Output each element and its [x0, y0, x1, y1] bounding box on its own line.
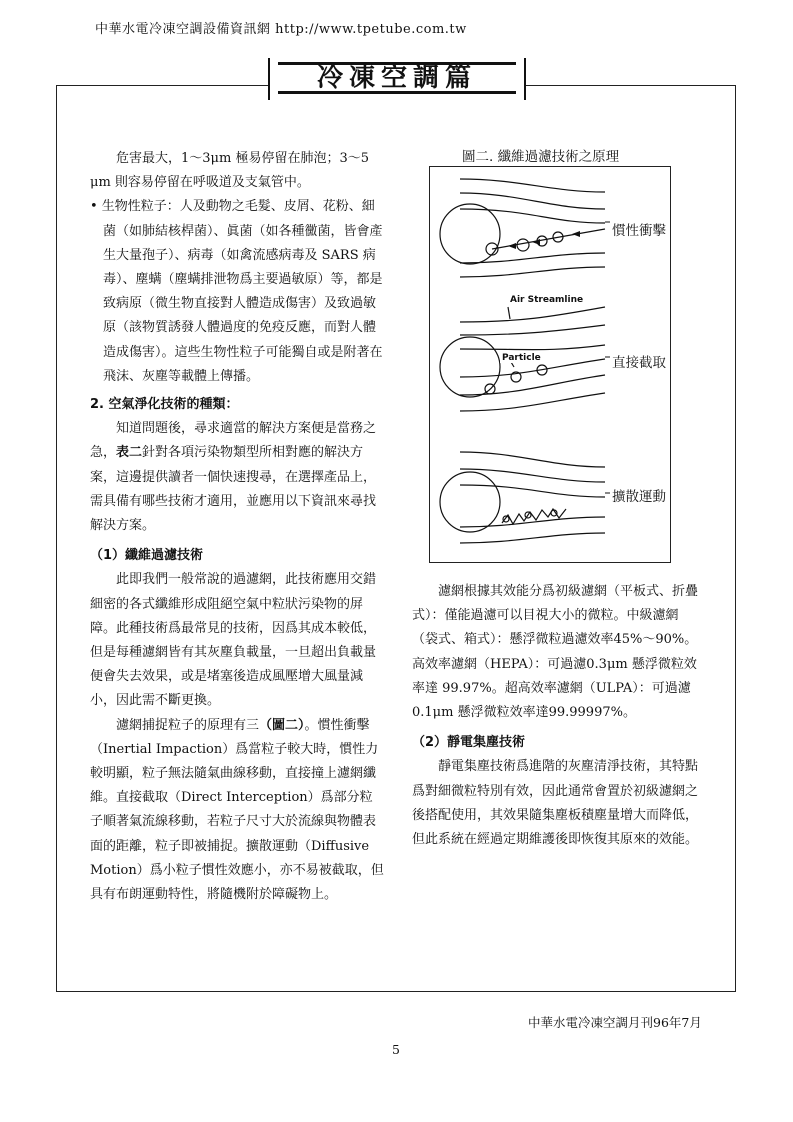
- paragraph-solutions: 知道問題後，尋求適當的解決方案便是當務之急，表二針對各項污染物類型所相對應的解決方案，這邊提供讀者一個快速搜尋，在選擇產品上，需具備有哪些技術才適用，並應用以下資訊來尋找解決方案。: [90, 421, 377, 534]
- label-inertial-impaction: 慣性衝擊: [610, 219, 668, 239]
- section-title: 冷凍空調篇: [278, 62, 516, 94]
- label-air-streamline: Air Streamline: [510, 295, 584, 305]
- bullet-biological-particles: • 生物性粒子：人及動物之毛髮、皮屑、花粉、細菌（如肺結核桿菌）、眞菌（如各種黴菌，皆會產生大量孢子）、病毒（如禽流感病毒及 SARS 病毒）、塵螨（塵螨排泄物爲主要過敏原）等，都是致病原（微生物直接對人體造成傷害）及致過敏原（該物質誘發人體過度的免疫反應，而對人體造成傷害）。這些生物性粒子可能獨自或是附著在飛沫、灰塵等載體上傳播。: [90, 199, 383, 384]
- left-column: [90, 147, 385, 907]
- paragraph-electrostatic: 靜電集塵技術爲進階的灰塵清淨技術，其特點爲對細微粒特別有效，因此通常會置於初級濾網之後搭配使用，其效果隨集塵板積塵量增大而降低，但此系統在經過定期維護後即恢復其原來的效能。: [412, 759, 699, 848]
- heading-fiber-filtration: （1）纖維過濾技術: [90, 548, 204, 564]
- label-diffusive-motion: 擴散運動: [610, 485, 668, 505]
- page-number: 5: [392, 1042, 400, 1057]
- heading-electrostatic: （2）靜電集塵技術: [412, 735, 526, 751]
- heading-purification-types: 2. 空氣淨化技術的種類：: [90, 397, 239, 413]
- label-direct-interception: 直接截取: [610, 351, 668, 371]
- site-header: 中華水電冷凍空調設備資訊網 http://www.tpetube.com.tw: [95, 22, 467, 37]
- paragraph-particle-size: 危害最大，1～3μm 極易停留在肺泡；3～5 μm 則容易停留在呼吸道及支氣管中。: [90, 151, 369, 191]
- label-particle: Particle: [502, 353, 541, 363]
- publication-footer: 中華水電冷凍空調月刊96年7月: [528, 1015, 702, 1030]
- paragraph-capture-principles: 濾網捕捉粒子的原理有三（圖二）。慣性衝擊（Inertial Impaction）爲當粒子較大時，慣性力較明顯，粒子無法隨氣曲線移動，直接撞上濾網纖維。直接截取（Direct Interception）爲部分粒子順著氣流線移動，若粒子尺寸大於流線與物體表面的距離，粒子即被捕捉。擴散運動（Diffusive Motion）爲小粒子慣性效應小，亦不易被截取，但具有布朗運動特性，將隨機附於障礙物上。: [90, 717, 384, 903]
- filtration-figure: [429, 166, 671, 563]
- paragraph-filter-grades: 濾網根據其效能分爲初級濾網（平板式、折疊式）：僅能過濾可以目視大小的微粒。中級濾網（袋式、箱式）：懸浮微粒過濾效率45%～90%。高效率濾網（HEPA）：可過濾0.3μm 懸浮微粒效率達 99.97%。超高效率濾網（ULPA）：可過濾0.1μm 懸浮微粒效率達99.99997%。: [412, 584, 699, 721]
- paragraph-filter-net: 此即我們一般常說的過濾網，此技術應用交錯細密的各式纖維形成阻絕空氣中粒狀污染物的屏障。此種技術爲最常見的技術，因爲其成本較低，但是每種濾網皆有其灰塵負載量，一旦超出負載量便會失去效果，或是堵塞後造成風壓增大風量減小，因此需不斷更換。: [90, 572, 377, 709]
- section-banner: [268, 58, 526, 100]
- figure-caption: 圖二. 纖維過濾技術之原理: [462, 149, 620, 165]
- right-column: [412, 580, 704, 852]
